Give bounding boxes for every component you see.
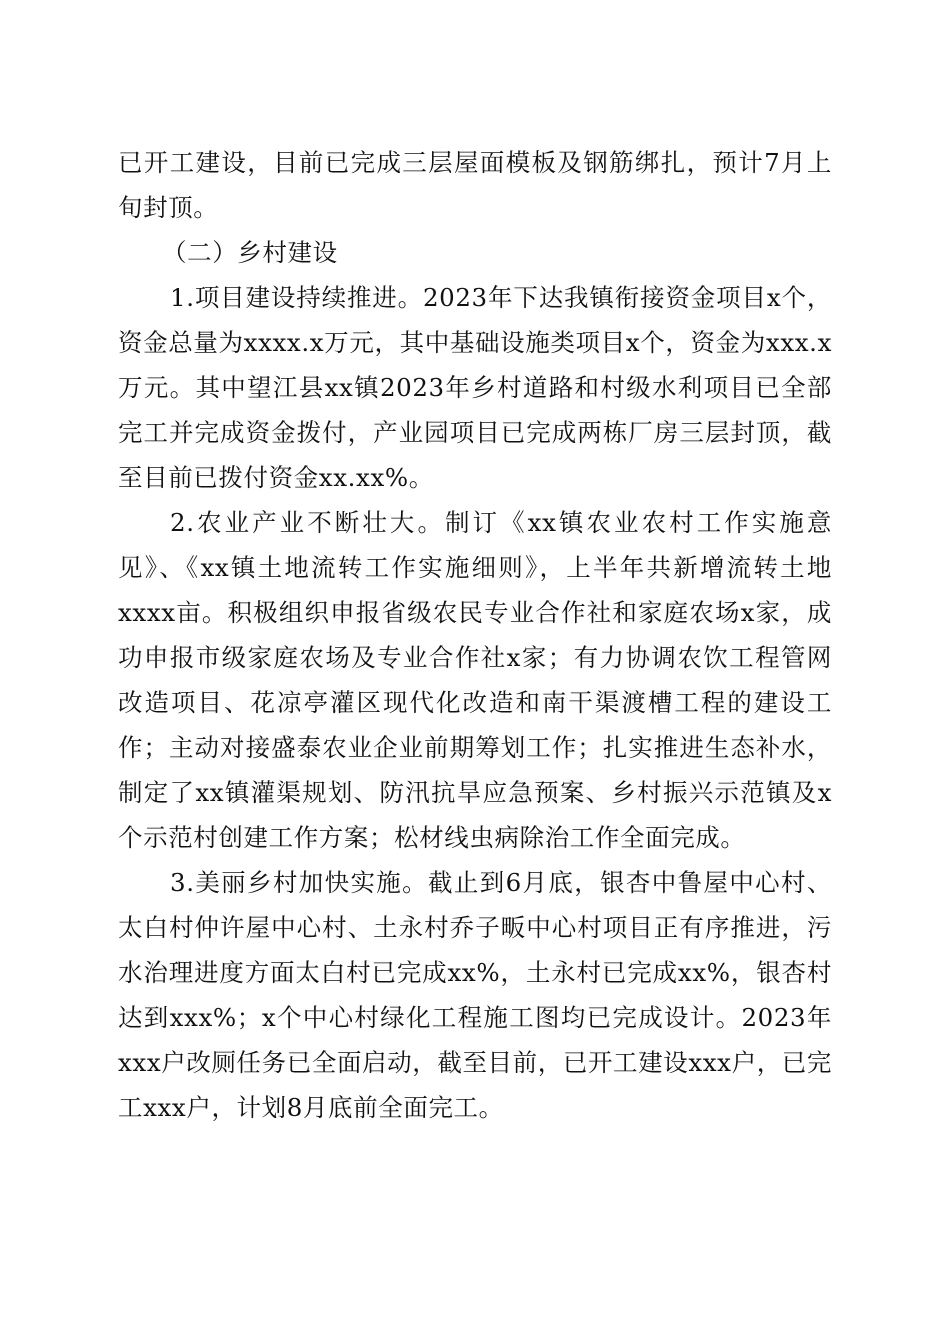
section-heading-rural-construction: （二）乡村建设 — [162, 238, 338, 267]
paragraph-item-3-beautiful-village: 3.美丽乡村加快实施。截止到6月底，银杏中鲁屋中心村、太白村仲许屋中心村、土永村乔子畈中心村项目正有序推进，污水治理进度方面太白村已完成xx%，土永村已完成xx%，银杏村达到xxx%；x个中心村绿化工程施工图均已完成设计。2023年xxx户改厕任务已全面启动，截至目前，已开工建设xxx户，已完工xxx户，计划8月底前全面完工。 — [118, 868, 832, 1122]
paragraph-item-1-project-construction: 1.项目建设持续推进。2023年下达我镇衔接资金项目x个，资金总量为xxxx.x万元，其中基础设施类项目x个，资金为xxx.x万元。其中望江县xx镇2023年乡村道路和村级水利项目已全部完工并完成资金拨付，产业园项目已完成两栋厂房三层封顶，截至目前已拨付资金xx.xx%。 — [118, 283, 832, 492]
document-body — [118, 140, 832, 1130]
paragraph-item-2-agriculture-industry: 2.农业产业不断壮大。制订《xx镇农业农村工作实施意见》、《xx镇土地流转工作实施细则》，上半年共新增流转土地xxxx亩。积极组织申报省级农民专业合作社和家庭农场x家，成功申报市级家庭农场及专业合作社x家；有力协调农饮工程管网改造项目、花凉亭灌区现代化改造和南干渠渡槽工程的建设工作；主动对接盛泰农业企业前期筹划工作；扎实推进生态补水，制定了xx镇灌渠规划、防汛抗旱应急预案、乡村振兴示范镇及x个示范村创建工作方案；松材线虫病除治工作全面完成。 — [118, 508, 832, 852]
paragraph-continuation: 已开工建设，目前已完成三层屋面模板及钢筋绑扎，预计7月上旬封顶。 — [118, 148, 832, 222]
